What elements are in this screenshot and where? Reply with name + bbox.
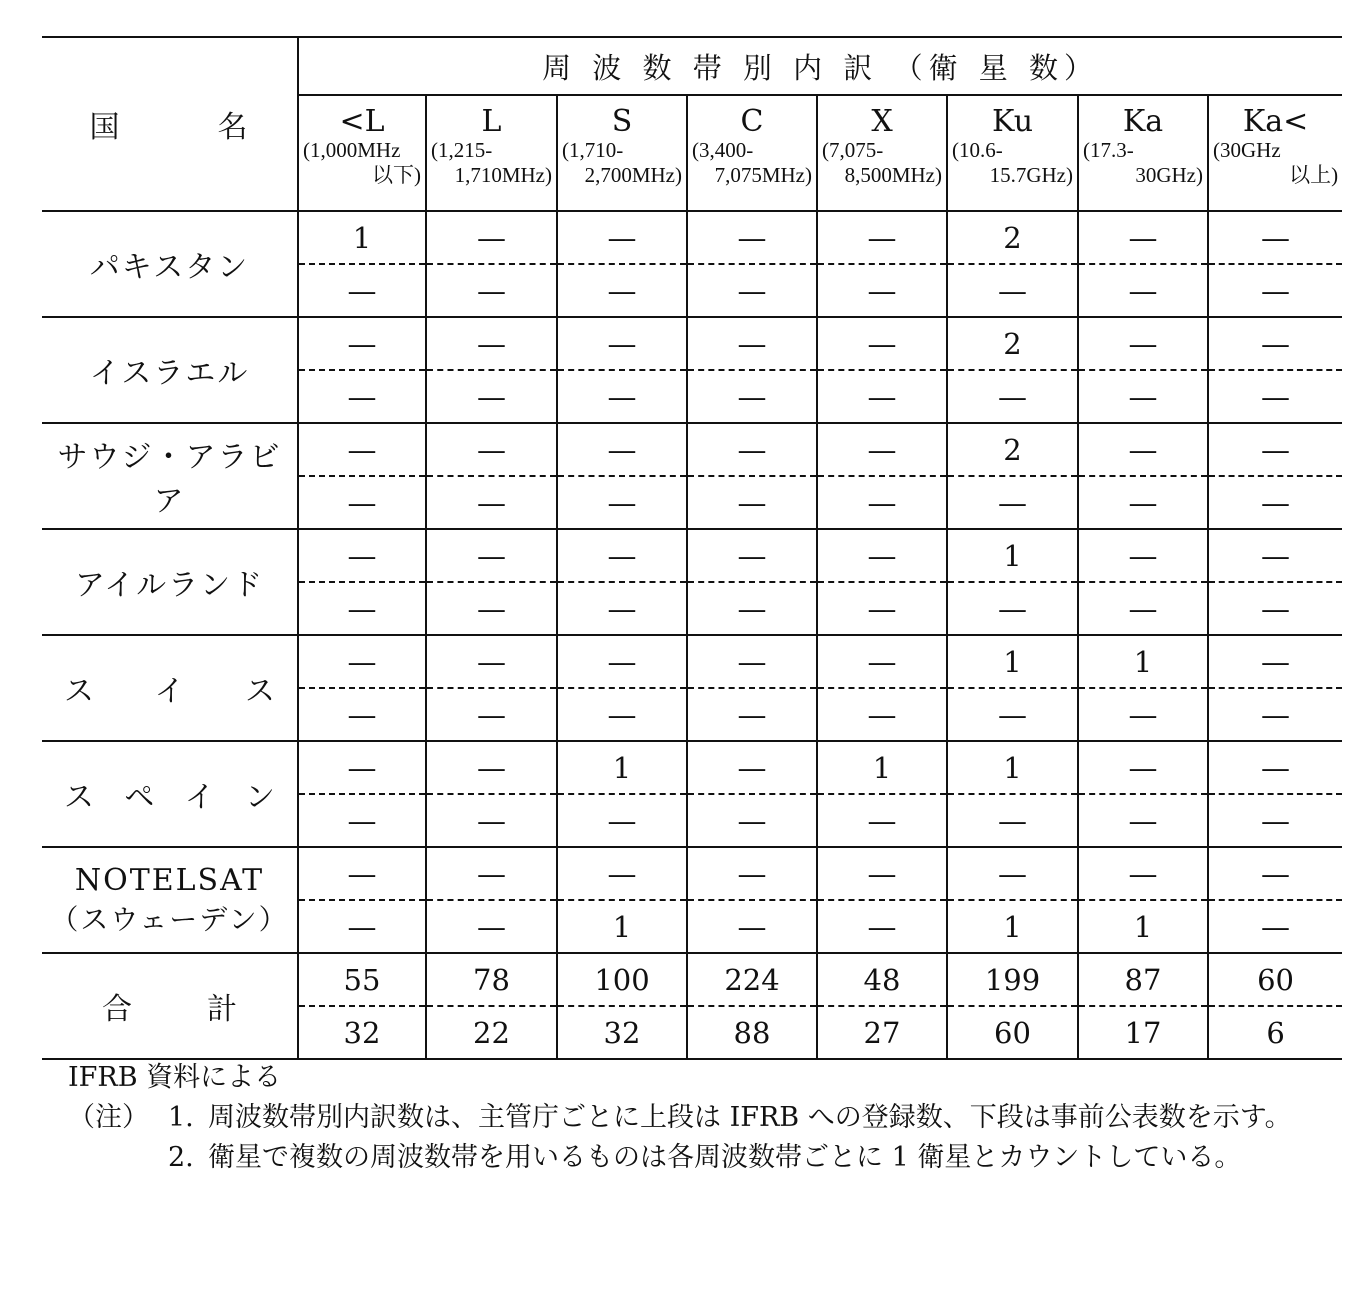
value-cell: 1	[1078, 900, 1208, 953]
value-cell: 2	[947, 317, 1078, 370]
value-cell: —	[817, 635, 947, 688]
value-cell: —	[1078, 741, 1208, 794]
value-cell: —	[817, 794, 947, 847]
value-cell: —	[426, 476, 557, 529]
country-name-cell	[42, 317, 298, 423]
value-cell: —	[298, 317, 426, 370]
total-value-cell: 22	[426, 1006, 557, 1059]
value-cell: —	[817, 317, 947, 370]
value-cell: —	[426, 741, 557, 794]
country-column-header	[42, 37, 298, 211]
total-value-cell: 32	[298, 1006, 426, 1059]
value-cell: —	[1208, 582, 1342, 635]
value-cell: —	[947, 476, 1078, 529]
table-row-upper	[42, 317, 1342, 370]
band-range	[948, 138, 1077, 188]
band-header-1	[426, 95, 557, 211]
value-cell: —	[1208, 635, 1342, 688]
band-range	[427, 138, 556, 188]
value-cell: —	[947, 794, 1078, 847]
value-cell: —	[557, 370, 687, 423]
band-range-start: (10.6-	[952, 138, 1003, 162]
total-value-cell: 78	[426, 953, 557, 1006]
value-cell: —	[426, 635, 557, 688]
value-cell: —	[1078, 582, 1208, 635]
value-cell: —	[426, 423, 557, 476]
total-value-cell: 60	[1208, 953, 1342, 1006]
value-cell: —	[817, 476, 947, 529]
note-number: 1.	[168, 1102, 194, 1133]
band-range-start: (1,215-	[431, 138, 493, 162]
value-cell: —	[426, 900, 557, 953]
value-cell: —	[947, 688, 1078, 741]
value-cell: —	[947, 264, 1078, 317]
band-header-6	[1078, 95, 1208, 211]
value-cell: —	[1078, 264, 1208, 317]
value-cell: —	[557, 211, 687, 264]
country-name: NOTELSAT	[74, 862, 265, 898]
value-cell: —	[557, 264, 687, 317]
value-cell: —	[1208, 370, 1342, 423]
total-value-cell: 32	[557, 1006, 687, 1059]
value-cell: 1	[298, 211, 426, 264]
value-cell: —	[1208, 264, 1342, 317]
value-cell: 1	[557, 741, 687, 794]
country-name-cell	[42, 847, 298, 953]
value-cell: —	[1078, 847, 1208, 900]
band-range	[299, 138, 425, 188]
band-code: C	[740, 104, 764, 139]
note-item-2	[68, 1138, 1328, 1178]
total-value-cell: 88	[687, 1006, 817, 1059]
value-cell: —	[298, 476, 426, 529]
band-range	[1209, 138, 1342, 188]
total-value-cell: 224	[687, 953, 817, 1006]
value-cell: —	[557, 794, 687, 847]
value-cell: —	[298, 794, 426, 847]
value-cell: —	[817, 847, 947, 900]
band-header-5	[947, 95, 1078, 211]
total-label-cell	[42, 953, 298, 1059]
value-cell: —	[298, 582, 426, 635]
value-cell: —	[817, 370, 947, 423]
note-number: 2.	[168, 1142, 194, 1173]
value-cell: —	[687, 211, 817, 264]
band-code: Ka	[1122, 104, 1164, 139]
value-cell: —	[817, 582, 947, 635]
value-cell: —	[426, 211, 557, 264]
value-cell: —	[298, 264, 426, 317]
country-name: サウジ・アラビア	[57, 440, 282, 519]
value-cell: —	[687, 264, 817, 317]
country-name-cell	[42, 635, 298, 741]
country-column-label: 国 名	[89, 110, 250, 145]
value-cell: —	[1208, 794, 1342, 847]
value-cell: 1	[947, 741, 1078, 794]
source-note: IFRB 資料による	[68, 1062, 282, 1093]
band-range-start: (1,710-	[562, 138, 624, 162]
total-value-cell: 55	[298, 953, 426, 1006]
value-cell: 1	[947, 635, 1078, 688]
band-range-start: (3,400-	[692, 138, 754, 162]
band-range	[558, 138, 686, 188]
band-range-end: 30GHz)	[1135, 163, 1203, 187]
band-range-start: (7,075-	[822, 138, 884, 162]
value-cell: —	[426, 688, 557, 741]
value-cell: —	[1208, 529, 1342, 582]
value-cell: —	[1208, 476, 1342, 529]
value-cell: —	[687, 794, 817, 847]
value-cell: 1	[947, 529, 1078, 582]
country-name-cell	[42, 741, 298, 847]
value-cell: —	[557, 847, 687, 900]
table-row-upper	[42, 635, 1342, 688]
band-code: Ka<	[1242, 104, 1309, 139]
value-cell: —	[1078, 211, 1208, 264]
band-range-end: 以下)	[372, 163, 421, 187]
country-name: ス ペ イ ン	[64, 780, 275, 815]
band-range-end: 以上)	[1289, 163, 1339, 187]
value-cell: —	[557, 529, 687, 582]
value-cell: —	[687, 900, 817, 953]
value-cell: —	[687, 847, 817, 900]
country-name: パキスタン	[89, 250, 250, 285]
band-code: X	[871, 104, 893, 139]
breakdown-header	[298, 37, 1342, 95]
value-cell: —	[1078, 317, 1208, 370]
value-cell: —	[687, 476, 817, 529]
value-cell: —	[1078, 529, 1208, 582]
total-value-cell: 100	[557, 953, 687, 1006]
country-name: ス イ ス	[64, 674, 275, 709]
value-cell: —	[1078, 476, 1208, 529]
value-cell: —	[426, 317, 557, 370]
value-cell: —	[557, 317, 687, 370]
total-value-cell: 6	[1208, 1006, 1342, 1059]
band-range-end: 8,500MHz)	[844, 163, 942, 187]
band-range-end: 7,075MHz)	[714, 163, 812, 187]
value-cell: —	[1208, 741, 1342, 794]
band-range-start: (17.3-	[1083, 138, 1134, 162]
value-cell: —	[298, 688, 426, 741]
value-cell: —	[426, 847, 557, 900]
value-cell: 2	[947, 423, 1078, 476]
value-cell: 1	[1078, 635, 1208, 688]
band-header-4	[817, 95, 947, 211]
value-cell: —	[817, 688, 947, 741]
value-cell: —	[557, 635, 687, 688]
value-cell: —	[1078, 794, 1208, 847]
value-cell: —	[557, 423, 687, 476]
total-value-cell: 60	[947, 1006, 1078, 1059]
value-cell: —	[557, 582, 687, 635]
total-value-cell: 87	[1078, 953, 1208, 1006]
table-row-upper	[42, 211, 1342, 264]
value-cell: —	[557, 688, 687, 741]
band-range	[688, 138, 816, 188]
table-row-upper	[42, 529, 1342, 582]
total-label: 合 計	[102, 992, 237, 1027]
band-range-start: (1,000MHz	[303, 138, 401, 162]
note-lead: （注）	[68, 1102, 149, 1133]
table-row-upper	[42, 423, 1342, 476]
value-cell: —	[687, 741, 817, 794]
notes-section	[68, 1058, 1328, 1178]
value-cell: —	[687, 529, 817, 582]
value-cell: —	[557, 476, 687, 529]
breakdown-title: 周 波 数 帯 別 内 訳 （衛 星 数）	[542, 50, 1100, 85]
value-cell: —	[687, 423, 817, 476]
value-cell: —	[687, 370, 817, 423]
value-cell: —	[298, 741, 426, 794]
value-cell: —	[1208, 688, 1342, 741]
value-cell: —	[426, 264, 557, 317]
band-header-0	[298, 95, 426, 211]
satellite-frequency-table	[42, 36, 1342, 1060]
value-cell: —	[298, 900, 426, 953]
note-text: 周波数帯別内訳数は、主管庁ごとに上段は IFRB への登録数、下段は事前公表数を示す。	[208, 1102, 1292, 1133]
value-cell: —	[1208, 900, 1342, 953]
value-cell: —	[687, 635, 817, 688]
value-cell: —	[1208, 317, 1342, 370]
country-name: アイルランド	[74, 568, 265, 603]
band-header-3	[687, 95, 817, 211]
value-cell: —	[298, 423, 426, 476]
value-cell: —	[298, 370, 426, 423]
total-value-cell: 17	[1078, 1006, 1208, 1059]
value-cell: —	[1078, 423, 1208, 476]
value-cell: —	[817, 264, 947, 317]
country-name-cell	[42, 211, 298, 317]
value-cell: —	[1208, 423, 1342, 476]
total-value-cell: 199	[947, 953, 1078, 1006]
note-text: 衛星で複数の周波数帯を用いるものは各周波数帯ごとに 1 衛星とカウントしている。	[208, 1142, 1242, 1173]
value-cell: —	[298, 529, 426, 582]
value-cell: —	[687, 688, 817, 741]
country-name-sub: （スウェーデン）	[50, 902, 289, 936]
value-cell: —	[817, 423, 947, 476]
value-cell: —	[426, 370, 557, 423]
total-row-upper	[42, 953, 1342, 1006]
value-cell: —	[687, 317, 817, 370]
band-range-start: (30GHz	[1213, 138, 1281, 162]
band-header-2	[557, 95, 687, 211]
value-cell: —	[426, 794, 557, 847]
value-cell: 1	[557, 900, 687, 953]
value-cell: —	[1078, 688, 1208, 741]
note-item-1	[68, 1098, 1328, 1138]
value-cell: —	[1208, 847, 1342, 900]
value-cell: —	[426, 582, 557, 635]
band-code: L	[481, 104, 502, 139]
value-cell: —	[947, 370, 1078, 423]
total-value-cell: 48	[817, 953, 947, 1006]
band-range-end: 1,710MHz)	[454, 163, 552, 187]
value-cell: —	[298, 847, 426, 900]
value-cell: —	[817, 900, 947, 953]
value-cell: —	[817, 529, 947, 582]
value-cell: 1	[947, 900, 1078, 953]
band-code: Ku	[991, 104, 1034, 139]
band-header-7	[1208, 95, 1342, 211]
band-range	[1079, 138, 1207, 188]
value-cell: —	[687, 582, 817, 635]
value-cell: 2	[947, 211, 1078, 264]
country-name: イスラエル	[89, 356, 250, 391]
value-cell: —	[947, 582, 1078, 635]
value-cell: —	[947, 847, 1078, 900]
value-cell: —	[1078, 370, 1208, 423]
value-cell: —	[1208, 211, 1342, 264]
band-code: <L	[339, 104, 385, 139]
country-name-cell	[42, 529, 298, 635]
value-cell: —	[817, 211, 947, 264]
band-range-end: 15.7GHz)	[989, 163, 1073, 187]
value-cell: —	[298, 635, 426, 688]
band-code: S	[611, 104, 633, 139]
total-value-cell: 27	[817, 1006, 947, 1059]
band-range-end: 2,700MHz)	[584, 163, 682, 187]
table-row-upper	[42, 741, 1342, 794]
band-range	[818, 138, 946, 188]
value-cell: —	[426, 529, 557, 582]
table-row-upper	[42, 847, 1342, 900]
value-cell: 1	[817, 741, 947, 794]
country-name-cell	[42, 423, 298, 529]
